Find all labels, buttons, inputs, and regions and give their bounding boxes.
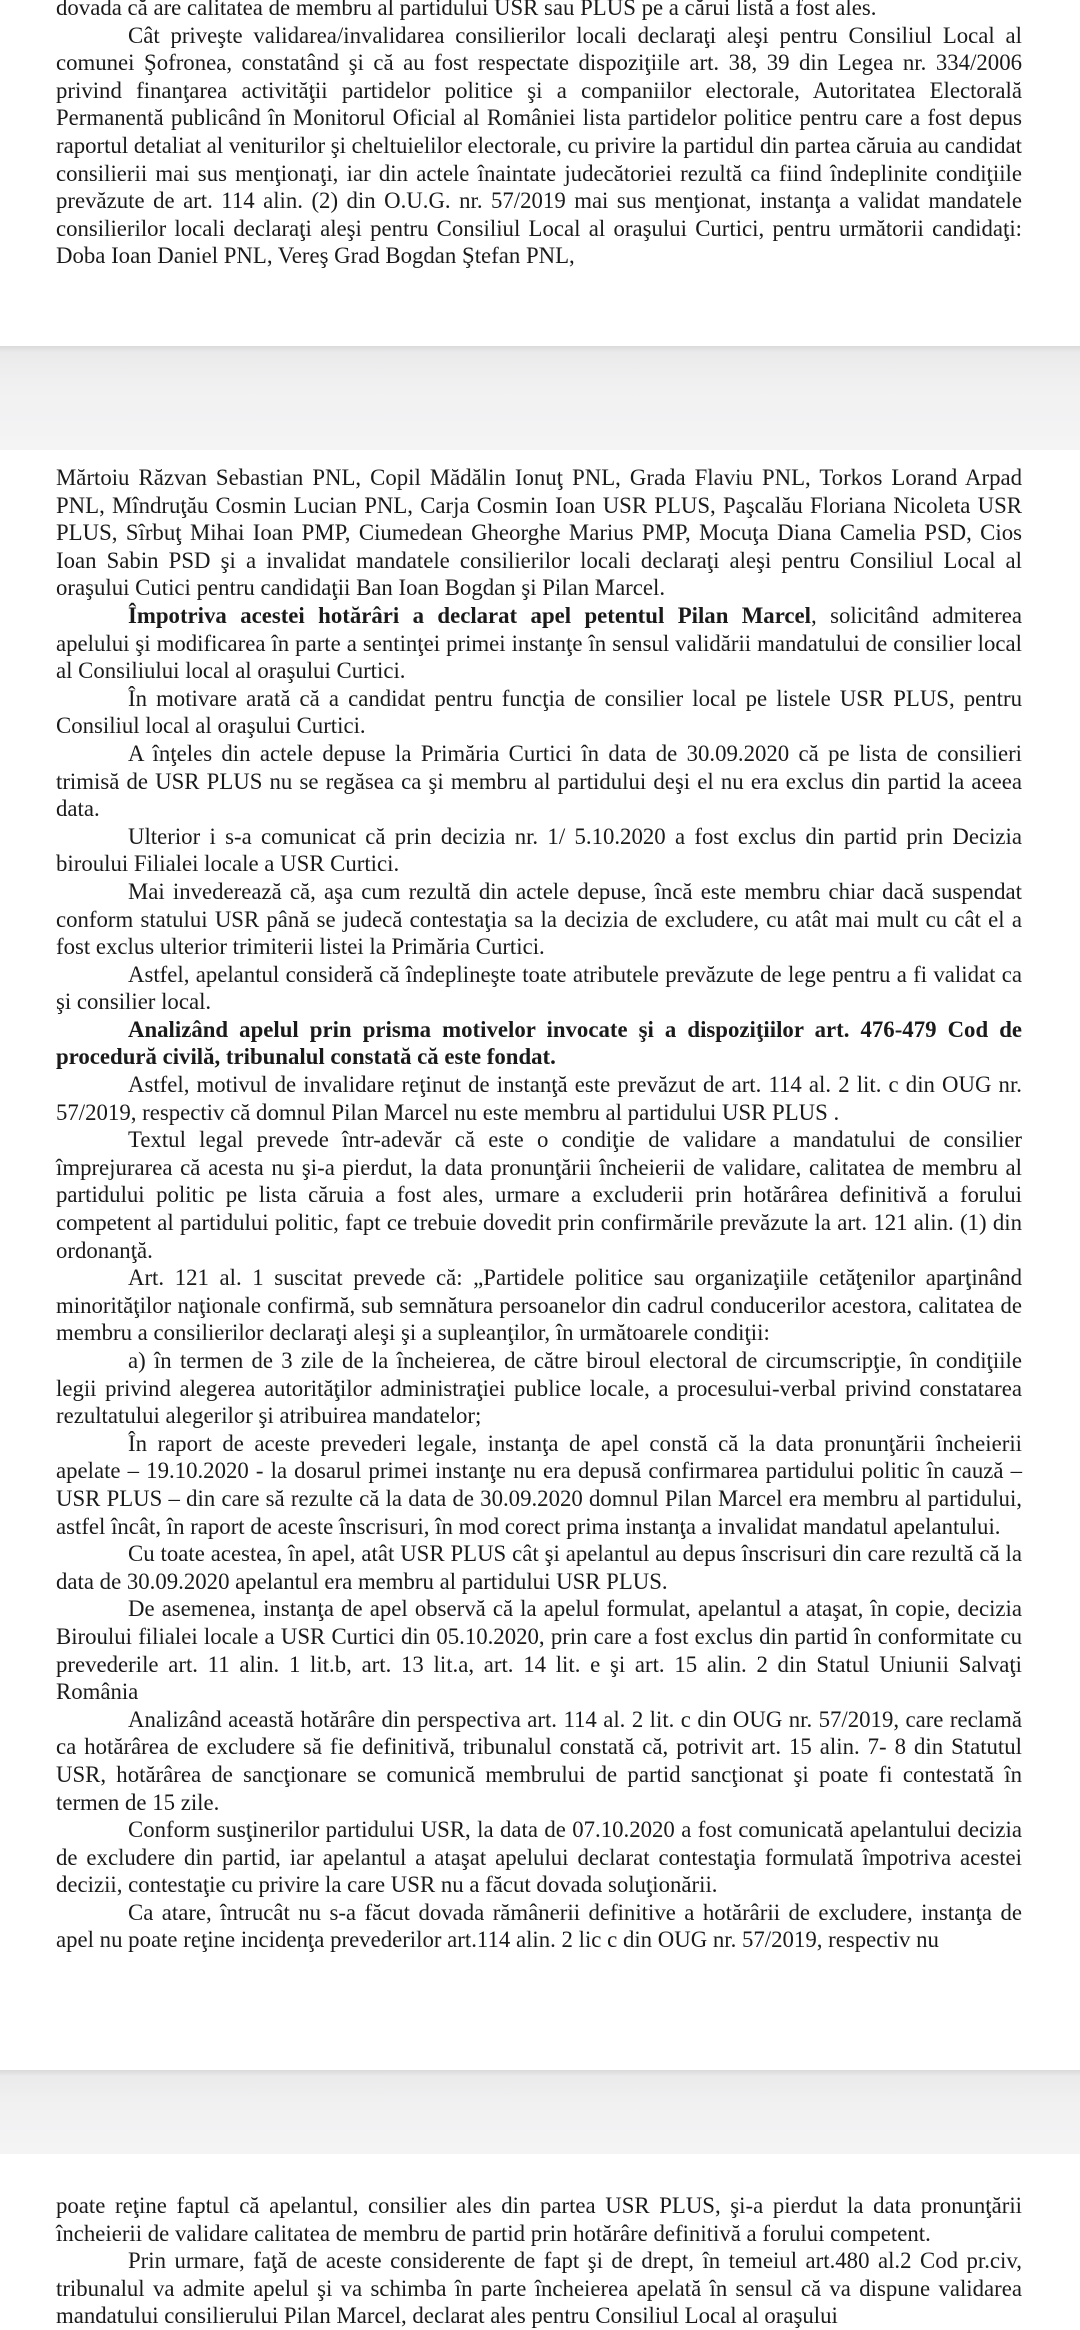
paragraph	[56, 1816, 1022, 1899]
paragraph-text: Astfel, motivul de invalidare reţinut de instanţă este prevăzut de art. 114 al. 2 lit. c din OUG nr. 57/2019, respectiv că domnul Pilan Marcel nu este membru al partidului USR PLUS .	[56, 1072, 1022, 1125]
document-page-3	[0, 2154, 1080, 2329]
paragraph	[56, 1071, 1022, 1126]
paragraph-text: Cât priveşte validarea/invalidarea consilierilor locali declaraţi aleşi pentru Consiliul Local al comunei Şofronea, constatând şi că au fost respectate dispoziţiile art. 38, 39 din Legea nr. 334/2006 privind finanţarea activităţii partidelor politice şi a companiilor electorale, Autoritatea Electorală Permanentă publicând în Monitorul Oficial al României lista partidelor politice pentru care a fost depus raportul detaliat al veniturilor şi cheltuielilor electorale, cu privire la partidul din partea căruia au candidat consilierii mai sus menţionaţi, iar din actele înaintate judecătoriei rezultă ca fiind îndeplinite condiţiile prevăzute de art. 114 alin. (2) din O.U.G. nr. 57/2019 mai sus menţionat, instanţa a validat mandatele consilierilor locali declaraţi aleşi pentru Consiliul Local al oraşului Curtici, pentru următorii candidaţi: Doba Ioan Daniel PNL, Vereş Grad Bogdan Ştefan PNL,	[56, 22, 1022, 269]
paragraph	[56, 1264, 1022, 1347]
paragraph-text: Cu toate acestea, în apel, atât USR PLUS cât şi apelantul au depus înscrisuri din care rezultă că la data de 30.09.2020 apelantul era membru al partidului USR PLUS.	[56, 1541, 1022, 1594]
paragraph-text: Prin urmare, faţă de aceste considerente de fapt şi de drept, în temeiul art.480 al.2 Cod pr.civ, tribunalul va admite apelul şi va schimba în parte încheierea apelată în sensul că va dispune validarea mandatului consilierului Pilan Marcel, declarat ales pentru Consiliul Local al oraşului	[56, 2248, 1022, 2329]
paragraph	[56, 740, 1022, 823]
paragraph	[56, 602, 1022, 685]
paragraph-text: poate reţine faptul că apelantul, consilier ales din partea USR PLUS, şi-a pierdut la data pronunţării încheierii de validare calitatea de membru de partid prin hotărâre definitivă a forului competent.	[56, 2193, 1022, 2246]
paragraph-text: Art. 121 al. 1 suscitat prevede că: „Partidele politice sau organizaţiile cetăţenilor aparţinând minorităţilor naţionale confirmă, sub semnătura persoanelor din cadrul conducerilor acestora, calitatea de membru a consilierilor declaraţi aleşi şi a supleanţilor, în următoarele condiţii:	[56, 1265, 1022, 1346]
paragraph-text: De asemenea, instanţa de apel observă că la apelul formulat, apelantul a ataşat, în copie, decizia Biroului filialei locale a USR Curtici din 05.10.2020, prin care a fost exclus din partid în conformitate cu prevederile art. 11 alin. 1 lit.b, art. 13 lit.a, art. 14 lit. e şi art. 15 alin. 2 din Statul Uniunii Salvaţi România	[56, 1596, 1022, 1705]
paragraph-text: Astfel, apelantul consideră că îndeplineşte toate atributele prevăzute de lege pentru a fi validat ca şi consilier local.	[56, 961, 1022, 1015]
page-separator-2	[0, 2070, 1080, 2154]
paragraph	[56, 1595, 1022, 1705]
document-page-2	[0, 450, 1080, 2070]
paragraph-text: dovada că are calitatea de membru al partidului USR sau PLUS pe a cărui listă a fost ales.	[56, 0, 877, 20]
paragraph	[56, 464, 1022, 602]
paragraph-text: Ulterior i s-a comunicat că prin decizia nr. 1/ 5.10.2020 a fost exclus din partid prin Decizia biroului Filialei locale a USR Curtici.	[56, 823, 1022, 877]
document-page-1	[0, 0, 1080, 346]
paragraph-text: , solicitând admiterea apelului şi modificarea în parte a sentinţei primei instanţe în sensul validării mandatului de consilier local al Consiliului local al oraşului Curtici.	[56, 602, 1022, 684]
paragraph-text: Mărtoiu Răzvan Sebastian PNL, Copil Mădălin Ionuţ PNL, Grada Flaviu PNL, Torkos Lorand Arpad PNL, Mîndruţău Cosmin Lucian PNL, Carja Cosmin Ioan USR PLUS, Paşcalău Floriana Nicoleta USR PLUS, Sîrbuţ Mihai Ioan PMP, Ciumedean Gheorghe Marius PMP, Mocuţa Diana Camelia PSD, Cios Ioan Sabin PSD şi a invalidat mandatele consilierilor locali declaraţi aleşi pentru Consiliul Local al oraşului Cutici pentru candidaţii Ban Ioan Bogdan şi Pilan Marcel.	[56, 465, 1022, 601]
paragraph-text: Textul legal prevede într-adevăr că este o condiţie de validare a mandatului de consilier împrejurarea că acesta nu şi-a pierdut, la data pronunţării încheierii de validare, calitatea de membru al partidului politic pe lista căruia a fost ales, urmare a excluderii prin hotărârea definitivă a forului competent al partidului politic, fapt ce trebuie dovedit prin confirmările prevăzute la art. 121 alin. (1) din ordonanţă.	[56, 1127, 1022, 1263]
paragraph	[56, 961, 1022, 1016]
page-3-text	[56, 2192, 1022, 2330]
paragraph	[56, 823, 1022, 878]
paragraph	[56, 1126, 1022, 1264]
page-1-text	[56, 0, 1022, 270]
paragraph-text: Conform susţinerilor partidului USR, la data de 07.10.2020 a fost comunicată apelantului decizia de excludere din partid, iar apelantul a ataşat apelului declarat contestaţia formulată împotriva acestei decizii, contestaţie cu privire la care USR nu a făcut dovada soluţionării.	[56, 1817, 1022, 1898]
paragraph-bold-text: Împotriva acestei hotărâri a declarat apel petentul Pilan Marcel	[128, 602, 811, 628]
paragraph-text: În raport de aceste prevederi legale, instanţa de apel constă că la data pronunţării încheierii apelate – 19.10.2020 - la dosarul primei instanţe nu era depusă confirmarea partidului politic în cauză – USR PLUS – din care să rezulte că la data de 30.09.2020 domnul Pilan Marcel era membru al partidului, astfel încât, în raport de aceste înscrisuri, în mod corect prima instanţa a invalidat mandatul apelantului.	[56, 1430, 1022, 1539]
paragraph	[56, 1540, 1022, 1595]
paragraph	[56, 22, 1022, 270]
paragraph	[56, 685, 1022, 740]
paragraph	[56, 1430, 1022, 1540]
paragraph-bold-text: Analizând apelul prin prisma motivelor invocate şi a dispoziţiilor art. 476-479 Cod de procedură civilă, tribunalul constată că este fondat.	[56, 1016, 1022, 1070]
page-separator-1	[0, 346, 1080, 450]
paragraph	[56, 878, 1022, 961]
paragraph-text: În motivare arată că a candidat pentru funcţia de consilier local pe listele USR PLUS, pentru Consiliul local al oraşului Curtici.	[56, 685, 1022, 739]
paragraph	[56, 2247, 1022, 2330]
paragraph-text: Mai invederează că, aşa cum rezultă din actele depuse, încă este membru chiar dacă suspendat conform statului USR până se judecă contestaţia sa la decizia de excludere, cu atât mai mult cu cât el a fost exclus ulterior trimiterii listei la Primăria Curtici.	[56, 878, 1022, 960]
paragraph	[56, 1706, 1022, 1816]
paragraph-text: A înţeles din actele depuse la Primăria Curtici în data de 30.09.2020 că pe lista de consilieri trimisă de USR PLUS nu se regăsea ca şi membru al partidului deşi el nu era exclus din partid la aceea data.	[56, 740, 1022, 822]
page-2-text	[56, 464, 1022, 1954]
paragraph-text: Analizând această hotărâre din perspectiva art. 114 al. 2 lit. c din OUG nr. 57/2019, care reclamă ca hotărârea de excludere să fie definitivă, tribunalul constată că, potrivit art. 15 alin. 7- 8 din Statutul USR, hotărârea de sancţionare se comunică membrului de partid sancţionat şi poate fi contestată în termen de 15 zile.	[56, 1706, 1022, 1815]
paragraph	[56, 1347, 1022, 1430]
paragraph	[56, 0, 1022, 22]
paragraph-text: a) în termen de 3 zile de la încheierea, de către biroul electoral de circumscripţie, în condiţiile legii privind alegerea autorităţilor administraţiei publice locale, a procesului-verbal privind constatarea rezultatului alegerilor şi atribuirea mandatelor;	[56, 1348, 1022, 1429]
paragraph	[56, 1016, 1022, 1071]
paragraph-text: Ca atare, întrucât nu s-a făcut dovada rămânerii definitive a hotărârii de excludere, instanţa de apel nu poate reţine incidenţa prevederilor art.114 alin. 2 lic c din OUG nr. 57/2019, respectiv nu	[56, 1899, 1022, 1953]
paragraph	[56, 1899, 1022, 1954]
paragraph	[56, 2192, 1022, 2247]
